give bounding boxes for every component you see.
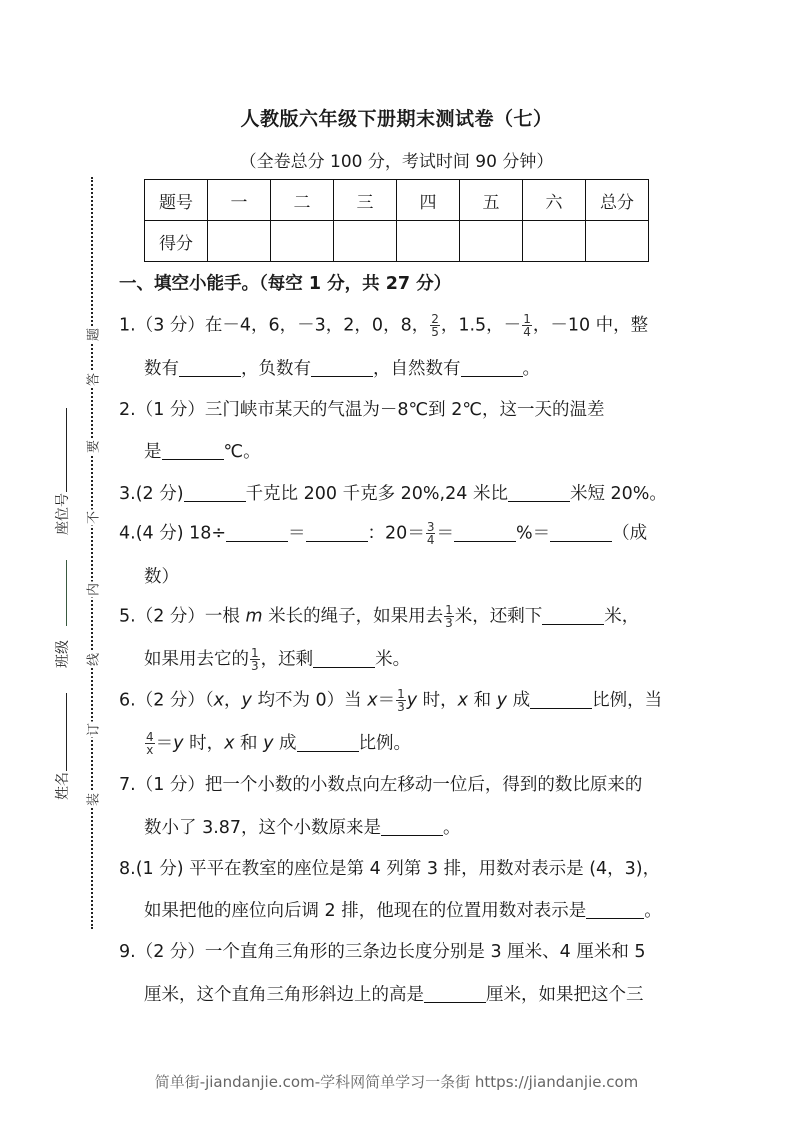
binding-char: 答 [83, 372, 102, 388]
binding-char: 要 [83, 439, 102, 455]
question-4-line-2: 数） [144, 567, 179, 587]
answer-blank[interactable] [508, 483, 570, 502]
question-1-line-1: 1.（3 分）在－4，6，－3，2，0，8， $\frac{2}{5}$ ，1.5，－ $\frac{1}{4}$ ，－10 中，整 [119, 312, 649, 339]
answer-blank[interactable] [313, 649, 375, 668]
question-2-line-2: 是 ℃。 [144, 442, 261, 462]
question-9-line-1: 9.（2 分）一个直角三角形的三条边长度分别是 3 厘米、4 厘米和 5 [119, 942, 646, 962]
question-2-line-1: 2.（1 分）三门峡市某天的气温为－8℃到 2℃，这一天的温差 [119, 400, 605, 420]
answer-blank[interactable] [530, 690, 592, 709]
fraction: $\frac{1}{3}$ [397, 687, 405, 714]
header-cell: 总分 [586, 180, 649, 221]
score-table-score-row [145, 221, 649, 262]
seat-number-label: 座位号 [55, 493, 71, 535]
header-cell: 二 [271, 180, 334, 221]
score-cell[interactable] [397, 221, 460, 262]
answer-blank[interactable] [306, 523, 368, 542]
score-row-label: 得分 [145, 221, 208, 262]
answer-blank[interactable] [542, 606, 604, 625]
binding-char: 题 [83, 327, 102, 343]
question-8-line-1: 8.(1 分) 平平在教室的座位是第 4 列第 3 排，用数对表示是 (4，3)， [119, 859, 661, 879]
question-1-line-2: 数有 ，负数有 ，自然数有 。 [144, 359, 540, 379]
answer-blank[interactable] [162, 441, 224, 460]
score-table [144, 179, 649, 262]
class-label: 班级 [55, 640, 71, 668]
score-cell[interactable] [208, 221, 271, 262]
score-cell[interactable] [523, 221, 586, 262]
answer-blank[interactable] [226, 523, 288, 542]
fraction: $\frac{2}{5}$ [431, 312, 439, 339]
footer-watermark: 简单街-jiandanjie.com-学科网简单学习一条街 https://jiandanjie.com [154, 1073, 639, 1091]
binding-char: 装 [83, 792, 102, 808]
page-title: 人教版六年级下册期末测试卷（七） [240, 108, 553, 130]
class-field[interactable] [66, 560, 67, 626]
question-5-line-1: 5.（2 分）一根 m 米长的绳子，如果用去 $\frac{1}{3}$ 米，还剩下 米， [119, 603, 640, 630]
answer-blank[interactable] [586, 900, 644, 919]
answer-blank[interactable] [454, 523, 516, 542]
answer-blank[interactable] [297, 733, 359, 752]
question-5-line-2: 如果用去它的 $\frac{1}{3}$ ，还剩 米。 [144, 646, 411, 673]
fraction: $\frac{1}{3}$ [445, 603, 453, 630]
binding-char: 内 [83, 582, 102, 598]
question-6-line-1: 6.（2 分）（x，y 均不为 0）当 x＝ $\frac{1}{3}$ y 时，x 和 y 成 比例，当 [119, 687, 663, 714]
answer-blank[interactable] [311, 358, 373, 377]
seat-number-field[interactable] [66, 408, 67, 492]
question-7-line-2: 数小了 3.87，这个小数原来是 。 [144, 818, 461, 838]
answer-blank[interactable] [179, 358, 241, 377]
header-cell: 一 [208, 180, 271, 221]
header-cell: 六 [523, 180, 586, 221]
answer-blank[interactable] [550, 523, 612, 542]
score-cell[interactable] [586, 221, 649, 262]
header-cell: 三 [334, 180, 397, 221]
binding-char: 线 [83, 652, 102, 668]
score-cell[interactable] [334, 221, 397, 262]
question-7-line-1: 7.（1 分）把一个小数的小数点向左移动一位后，得到的数比原来的 [119, 775, 643, 795]
page-subtitle: （全卷总分 100 分，考试时间 90 分钟） [239, 152, 554, 172]
question-4-line-1: 4.(4 分) 18÷ ＝ ：20＝ $\frac{3}{4}$ ＝ %＝ （成 [119, 520, 648, 547]
score-cell[interactable] [460, 221, 523, 262]
score-cell[interactable] [271, 221, 334, 262]
question-8-line-2: 如果把他的座位向后调 2 排，他现在的位置用数对表示是 。 [144, 901, 662, 921]
fraction: $\frac{1}{4}$ [523, 312, 531, 339]
binding-char: 订 [83, 722, 102, 738]
binding-dotted-line [91, 177, 93, 929]
question-3: 3.(2 分) 千克比 200 千克多 20%,24 米比 米短 20%。 [119, 484, 667, 504]
header-cell: 题号 [145, 180, 208, 221]
fraction: $\frac{1}{3}$ [251, 646, 259, 673]
name-label: 姓名 [55, 772, 71, 800]
answer-blank[interactable] [184, 483, 246, 502]
answer-blank[interactable] [381, 817, 443, 836]
score-table-header-row [145, 180, 649, 221]
fraction: $\frac{3}{4}$ [426, 520, 435, 547]
header-cell: 五 [460, 180, 523, 221]
fraction: $\frac{4}{x}$ [146, 730, 154, 757]
question-9-line-2: 厘米，这个直角三角形斜边上的高是 厘米，如果把这个三 [144, 985, 644, 1005]
name-field[interactable] [66, 693, 67, 771]
answer-blank[interactable] [461, 358, 523, 377]
binding-char: 不 [83, 510, 102, 526]
section-heading: 一、填空小能手。（每空 1 分，共 27 分） [119, 274, 452, 294]
header-cell: 四 [397, 180, 460, 221]
question-6-line-2: $\frac{4}{x}$ ＝y 时，x 和 y 成 比例。 [146, 730, 412, 757]
answer-blank[interactable] [424, 984, 486, 1003]
